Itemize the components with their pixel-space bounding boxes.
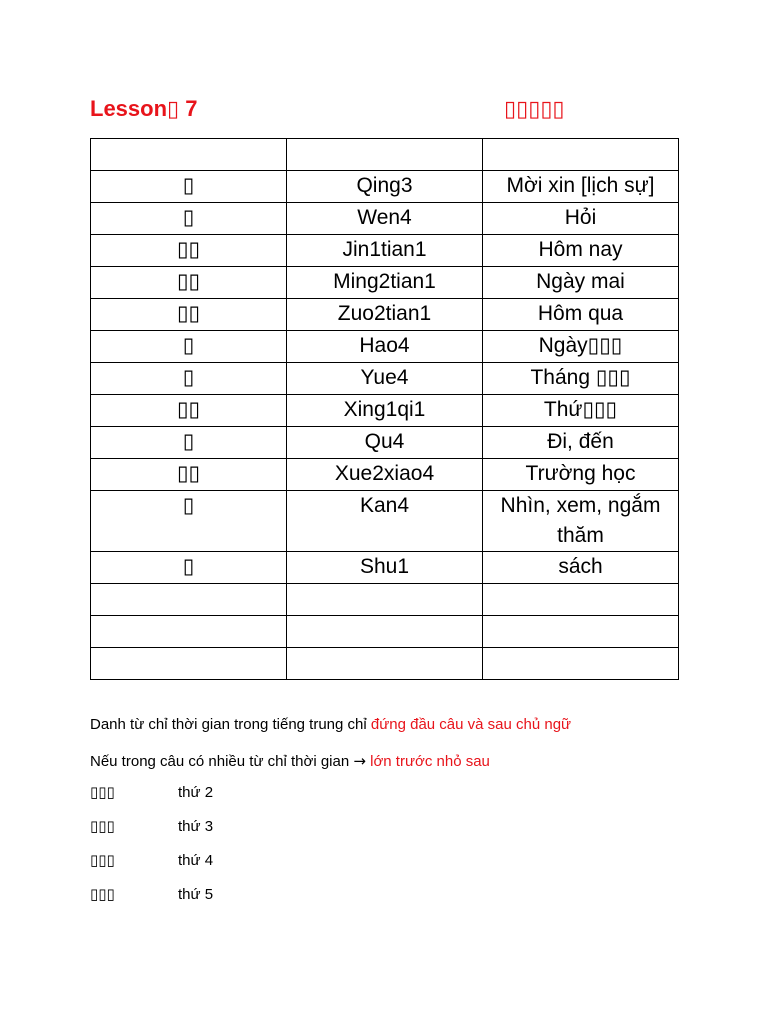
meaning-cell — [483, 616, 679, 648]
meaning-cell: Trường học — [483, 459, 679, 491]
table-row — [91, 235, 679, 267]
list-item — [90, 884, 390, 918]
meaning-cell: sách — [483, 552, 679, 584]
pinyin-cell — [287, 648, 483, 680]
table-row — [91, 331, 679, 363]
meaning-cell — [483, 648, 679, 680]
weekday-list — [90, 782, 390, 918]
meaning-cell: Hôm nay — [483, 235, 679, 267]
table-row — [91, 267, 679, 299]
meaning-cell: Thứ▯▯▯ — [483, 395, 679, 427]
note-text: Nếu trong câu có nhiều từ chỉ thời gian — [90, 753, 354, 770]
hanzi-cell: ▯ — [91, 203, 287, 235]
weekday-vietnamese: thứ 2 — [178, 784, 214, 801]
pinyin-cell — [287, 139, 483, 171]
pinyin-cell: Ming2tian1 — [287, 267, 483, 299]
chinese-title: ▯▯▯▯▯ — [504, 96, 565, 121]
hanzi-cell: ▯▯ — [91, 235, 287, 267]
table-row — [91, 203, 679, 235]
table-row — [91, 584, 679, 616]
pinyin-cell: Xing1qi1 — [287, 395, 483, 427]
hanzi-cell — [91, 584, 287, 616]
hanzi-cell — [91, 616, 287, 648]
vocabulary-table-body — [91, 139, 679, 680]
pinyin-cell: Zuo2tian1 — [287, 299, 483, 331]
pinyin-cell — [287, 584, 483, 616]
hanzi-cell: ▯ — [91, 552, 287, 584]
weekday-vietnamese: thứ 4 — [178, 852, 214, 869]
hanzi-cell: ▯ — [91, 427, 287, 459]
hanzi-cell — [91, 139, 287, 171]
table-row — [91, 427, 679, 459]
hanzi-cell: ▯ — [91, 363, 287, 395]
pinyin-cell: Shu1 — [287, 552, 483, 584]
hanzi-cell: ▯▯ — [91, 459, 287, 491]
note-line-2 — [90, 750, 690, 786]
table-row — [91, 616, 679, 648]
hanzi-cell: ▯▯ — [91, 299, 287, 331]
table-row — [91, 552, 679, 584]
pinyin-cell: Hao4 — [287, 331, 483, 363]
vocabulary-table — [90, 138, 679, 680]
pinyin-cell: Kan4 — [287, 491, 483, 552]
table-row — [91, 139, 679, 171]
hanzi-cell: ▯ — [91, 171, 287, 203]
hanzi-cell: ▯ — [91, 331, 287, 363]
lesson-header — [90, 96, 678, 126]
weekday-chinese: ▯▯▯ — [90, 818, 115, 835]
pinyin-cell: Qu4 — [287, 427, 483, 459]
meaning-cell: Hỏi — [483, 203, 679, 235]
table-row — [91, 395, 679, 427]
meaning-cell: Hôm qua — [483, 299, 679, 331]
note-line-1 — [90, 714, 690, 750]
meaning-cell: Ngày mai — [483, 267, 679, 299]
meaning-cell: Ngày▯▯▯ — [483, 331, 679, 363]
hanzi-cell: ▯▯ — [91, 267, 287, 299]
table-row — [91, 363, 679, 395]
hanzi-cell — [91, 648, 287, 680]
table-row — [91, 171, 679, 203]
hanzi-cell: ▯▯ — [91, 395, 287, 427]
pinyin-cell: Jin1tian1 — [287, 235, 483, 267]
note-text: Danh từ chỉ thời gian trong tiếng trung chỉ — [90, 716, 371, 733]
pinyin-cell: Xue2xiao4 — [287, 459, 483, 491]
pinyin-cell: Wen4 — [287, 203, 483, 235]
weekday-vietnamese: thứ 5 — [178, 886, 214, 903]
pinyin-cell: Qing3 — [287, 171, 483, 203]
table-row — [91, 299, 679, 331]
meaning-cell: Mời xin [lịch sự] — [483, 171, 679, 203]
table-row — [91, 648, 679, 680]
hanzi-cell: ▯ — [91, 491, 287, 552]
grammar-notes — [90, 714, 690, 786]
table-row — [91, 459, 679, 491]
lesson-title: Lesson▯ 7 — [90, 96, 198, 121]
weekday-chinese: ▯▯▯ — [90, 886, 115, 903]
note-highlight: lớn trước nhỏ sau — [365, 753, 490, 770]
list-item — [90, 816, 390, 850]
weekday-vietnamese: thứ 3 — [178, 818, 214, 835]
list-item — [90, 850, 390, 884]
pinyin-cell: Yue4 — [287, 363, 483, 395]
weekday-chinese: ▯▯▯ — [90, 784, 115, 801]
note-highlight: đứng đầu câu và sau chủ ngữ — [370, 716, 572, 733]
pinyin-cell — [287, 616, 483, 648]
meaning-cell: Đi, đến — [483, 427, 679, 459]
weekday-chinese: ▯▯▯ — [90, 852, 115, 869]
meaning-cell — [483, 584, 679, 616]
meaning-cell — [483, 139, 679, 171]
arrow-right-icon: → — [353, 752, 366, 770]
meaning-cell: Tháng ▯▯▯ — [483, 363, 679, 395]
meaning-cell: Nhìn, xem, ngắm thăm — [483, 491, 679, 552]
table-row — [91, 491, 679, 552]
list-item — [90, 782, 390, 816]
